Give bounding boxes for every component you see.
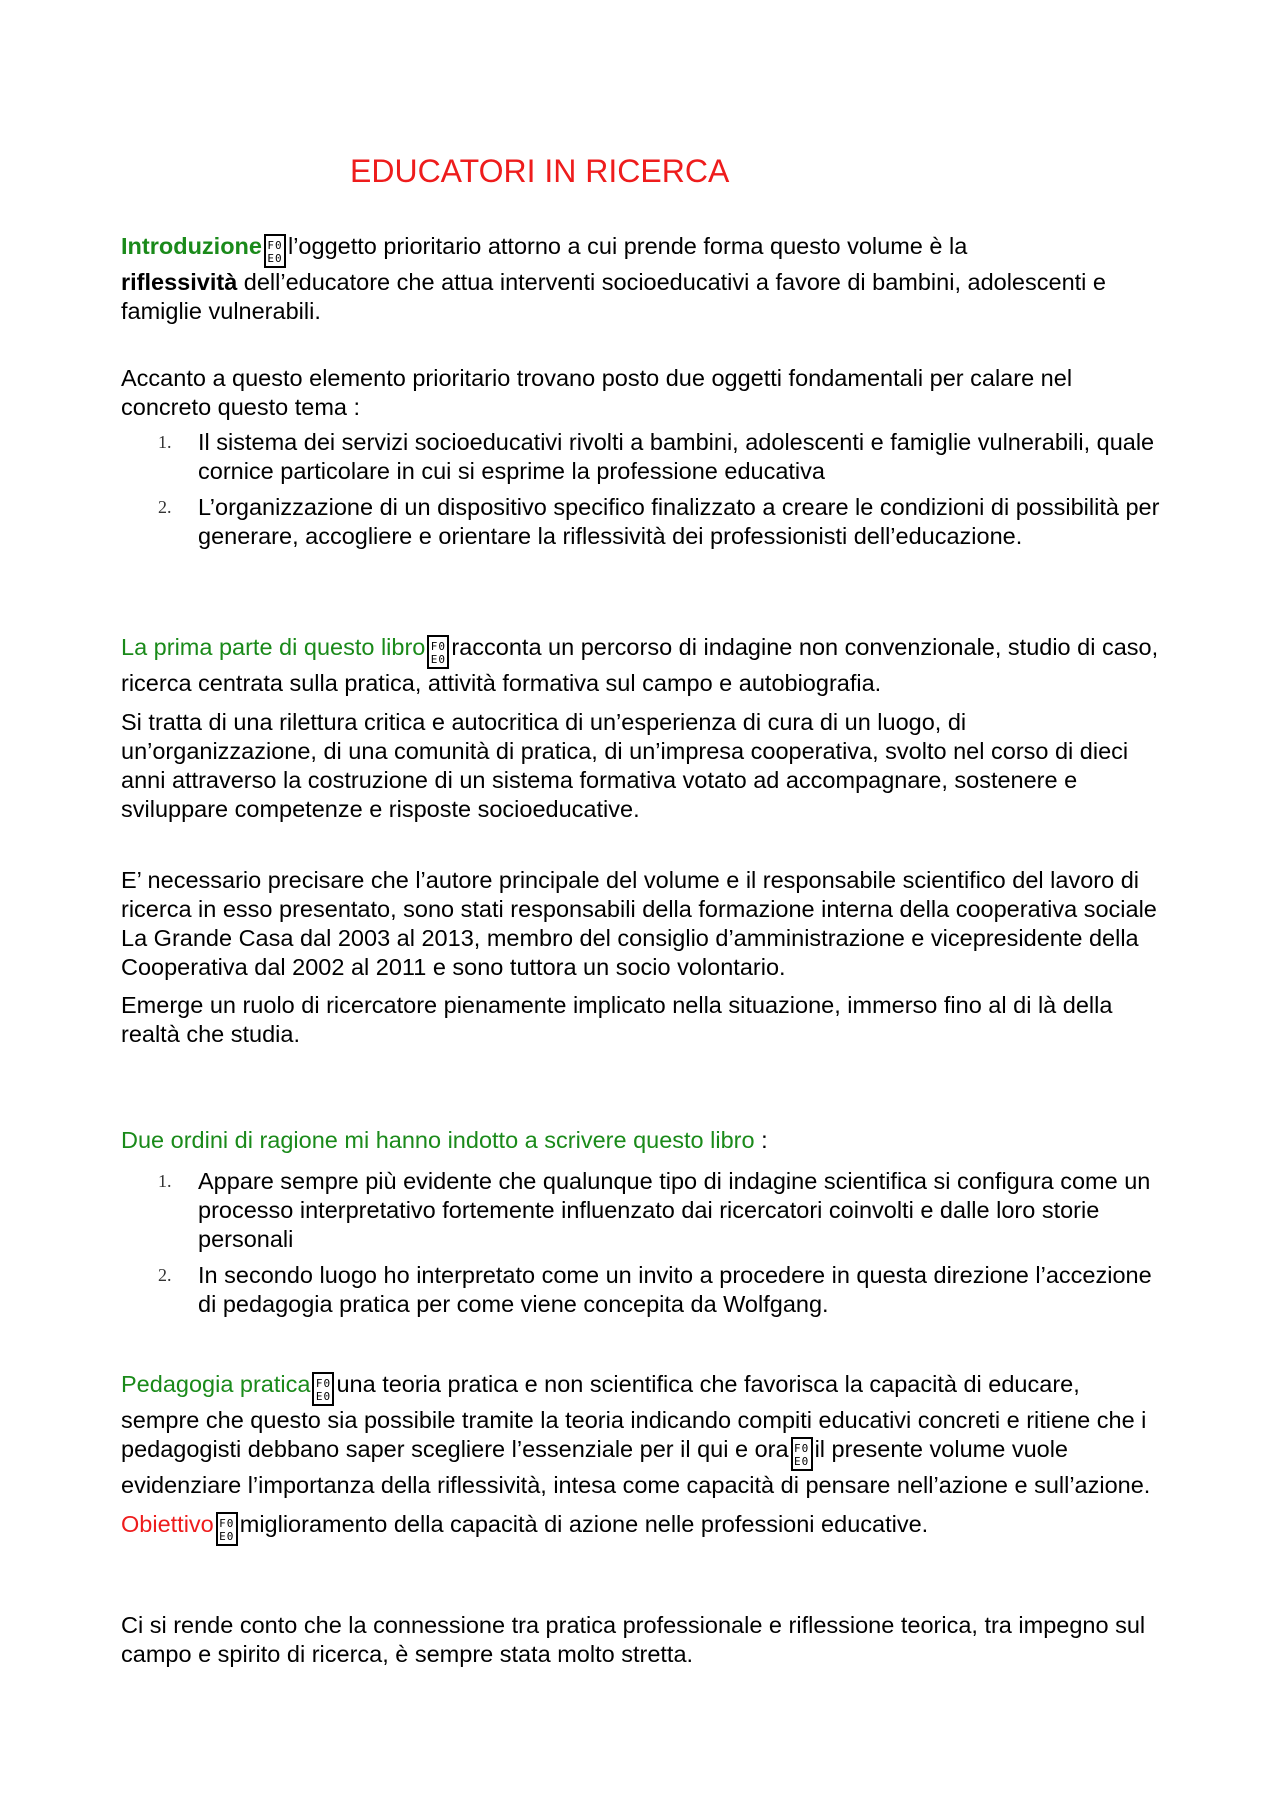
pedagogia-paragraph: Pedagogia pratica F0 E0 una teoria pratica e non scientifica che favorisca la capacità di educare, sempre che questo sia possibile tramite la teoria indicando compiti educativi concreti e ritiene che i pedagogisti debbano saper scegliere l’essenziale per il qui e ora F0 E0 il presente volume vuole evidenziare l’importanza della riflessività, intesa come capacità di pensare nell’azione e sull’azione.: [121, 1371, 1151, 1498]
prima-section: [121, 633, 1161, 824]
necessario-paragraph: E’ necessario precisare che l’autore principale del volume e il responsabile scientifico del lavoro di ricerca in esso presentato, sono stati responsabili della formazione interna della cooperativa sociale La Grande Casa dal 2003 al 2013, membro del consiglio d’amministrazione e vicepresidente della Cooperativa dal 2002 al 2011 e sono tuttora un socio volontario.: [121, 867, 1157, 980]
prima-paragraph-2: Si tratta di una rilettura critica e autocritica di un’esperienza di cura di un luogo, di un’organizzazione, di una comunità di pratica, di un’impresa cooperativa, svolto nel corso di dieci anni attraverso la costruzione di un sistema formativa votato ad accompagnare, sostenere e sviluppare competenze e risposte socioeducative.: [121, 709, 1129, 822]
intro-label: Introduzione: [121, 233, 262, 259]
missing-glyph-icon: F0 E0: [264, 234, 286, 268]
list-number: 2.: [158, 1265, 172, 1285]
necessario-section: [121, 866, 1161, 1049]
list-number: 1.: [158, 432, 172, 452]
missing-glyph-icon: F0 E0: [312, 1372, 334, 1406]
missing-glyph-icon: F0 E0: [791, 1437, 813, 1471]
intro-bold-term: riflessività: [121, 269, 238, 295]
obiettivo-label: Obiettivo: [121, 1511, 214, 1537]
missing-glyph-icon: F0 E0: [427, 635, 449, 669]
pedagogia-section: [121, 1370, 1161, 1546]
list-number: 1.: [158, 1171, 172, 1191]
list-item: 2. L’organizzazione di un dispositivo specifico finalizzato a creare le condizioni di possibilità per generare, accogliere e orientare la riflessività dei professionisti dell’educazione.: [158, 494, 1160, 549]
list-item: 2. In secondo luogo ho interpretato come un invito a procedere in questa direzione l’accezione di pedagogia pratica per come viene concepita da Wolfgang.: [158, 1262, 1152, 1317]
list-item: 1. Il sistema dei servizi socioeducativi rivolti a bambini, adolescenti e famiglie vulnerabili, quale cornice particolare in cui si esprime la professione educativa: [158, 429, 1155, 484]
prima-label: La prima parte di questo libro: [121, 634, 426, 660]
intro-text: l’oggetto prioritario attorno a cui prende forma questo volume è la: [287, 233, 968, 259]
list-number: 2.: [158, 497, 172, 517]
due-label: Due ordini di ragione mi hanno indotto a scrivere questo libro: [121, 1127, 755, 1153]
intro-text-cont: dell’educatore che attua interventi socioeducativi a favore di bambini, adolescenti e famiglie vulnerabili.: [121, 269, 1106, 324]
accanto-section: [121, 364, 1161, 558]
conclusione-paragraph: Ci si rende conto che la connessione tra pratica professionale e riflessione teorica, tra impegno sul campo e spirito di ricerca, è sempre stata molto stretta.: [121, 1612, 1146, 1667]
prima-paragraph: La prima parte di questo libro F0 E0 racconta un percorso di indagine non convenzionale, studio di caso, ricerca centrata sulla pratica, attività formativa sul campo e autobiografia.: [121, 634, 1159, 696]
missing-glyph-icon: F0 E0: [216, 1512, 238, 1546]
list-item: 1. Appare sempre più evidente che qualunque tipo di indagine scientifica si configura come un processo interpretativo fortemente influenzato dai ricercatori coinvolti e dalle loro storie personali: [158, 1168, 1151, 1252]
page-title: EDUCATORI IN RICERCA: [350, 153, 730, 189]
due-list: [121, 1167, 1161, 1319]
intro-paragraph: [121, 232, 1161, 326]
emerge-paragraph: Emerge un ruolo di ricercatore pienamente implicato nella situazione, immerso fino al di là della realtà che studia.: [121, 992, 1113, 1047]
pedagogia-label: Pedagogia pratica: [121, 1371, 311, 1397]
obiettivo-paragraph: Obiettivo F0 E0 miglioramento della capacità di azione nelle professioni educative.: [121, 1510, 1161, 1546]
due-section: Due ordini di ragione mi hanno indotto a scrivere questo libro : 1. Appare sempre più evidente che qualunque tipo di indagine scientifica si configura come un processo interpretativo fortemente influenzato dai ricercatori coinvolti e dalle loro storie personali 2. In secondo luogo ho interpretato come un invito a procedere in questa direzione l’accezione di pedagogia pratica per come viene concepita da Wolfgang.: [121, 1126, 1161, 1326]
accanto-list: [121, 428, 1161, 551]
accanto-paragraph: Accanto a questo elemento prioritario trovano posto due oggetti fondamentali per calare nel concreto questo tema :: [121, 365, 1073, 420]
